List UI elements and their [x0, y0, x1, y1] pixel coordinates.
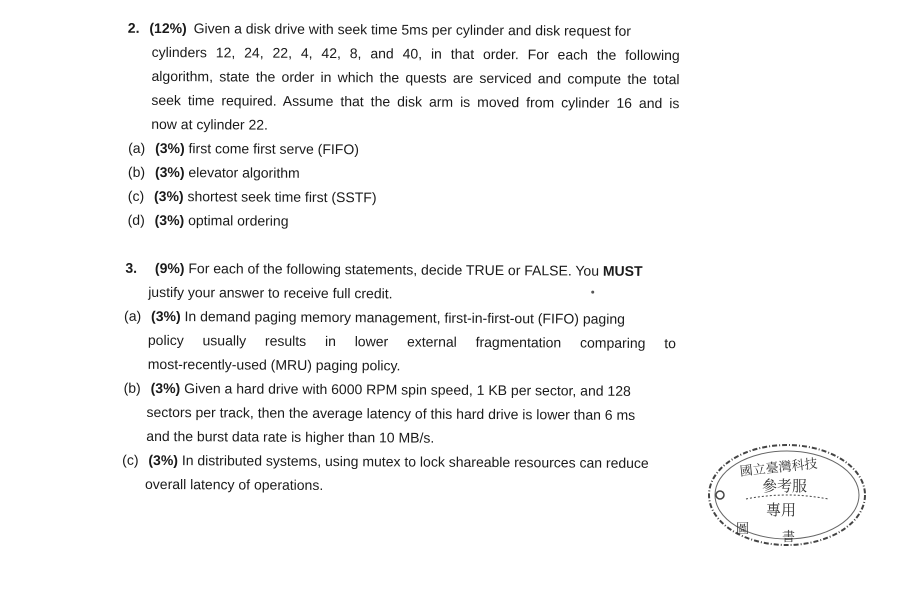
- q2-line-1: [128, 19, 680, 40]
- q2-part-c-text: shortest seek time first (SSTF): [187, 188, 377, 206]
- q2-part-b-text: elevator algorithm: [188, 164, 300, 181]
- q3-line-2: justify your answer to receive full credit.: [148, 283, 393, 302]
- stray-mark: [591, 291, 594, 294]
- q2-part-a: [128, 139, 359, 158]
- q3-part-a-line-2: policy usually results in lower external fragmentation comparing to: [147, 331, 676, 352]
- library-stamp: [706, 441, 868, 549]
- q2-part-a-label: (a): [128, 139, 146, 156]
- q3-part-b-line-3: and the burst data rate is higher than 10 MB/s.: [146, 427, 435, 446]
- stamp-mid-text: 參考服: [762, 477, 808, 495]
- q3-intro-must: MUST: [602, 262, 643, 279]
- q2-number: 2.: [127, 19, 140, 36]
- q2-part-c: [128, 187, 377, 207]
- q3-part-a-weight: (3%): [151, 307, 181, 325]
- q3-intro-1: For each of the following statements, decide TRUE or FALSE. You: [188, 260, 600, 279]
- stamp-right-text: 書: [782, 530, 796, 545]
- q2-part-d-label: (d): [127, 211, 145, 228]
- q3-number: 3.: [125, 259, 138, 276]
- stamp-graphic: [706, 441, 868, 549]
- q3-part-b-line-2: sectors per track, then the average latency of this hard drive is lower than 6 ms: [146, 403, 636, 423]
- q2-line-3: algorithm, state the order in which the quests are serviced and compute the total: [151, 67, 680, 88]
- stamp-top-text: 國立臺灣科技: [739, 456, 819, 480]
- q2-part-c-weight: (3%): [153, 187, 184, 205]
- q3-line-1: [125, 259, 642, 280]
- q3-part-c-weight: (3%): [148, 451, 179, 469]
- q2-part-d-weight: (3%): [154, 211, 185, 229]
- q2-part-d: [128, 211, 289, 230]
- stamp-left-text: 圖: [736, 522, 750, 537]
- stamp-bottom-text: 專用: [766, 501, 797, 519]
- q3-part-c-text-1: In distributed systems, using mutex to lock shareable resources can reduce: [181, 452, 649, 471]
- q2-part-b: [128, 163, 300, 182]
- q3-part-a-line-3: most-recently-used (MRU) paging policy.: [147, 355, 401, 374]
- q2-line-2: cylinders 12, 24, 22, 4, 42, 8, and 40, in that order. For each the following: [151, 43, 680, 64]
- q3-part-b-weight: (3%): [150, 379, 181, 397]
- q2-part-a-weight: (3%): [155, 139, 185, 157]
- q2-part-b-weight: (3%): [154, 163, 185, 181]
- q3-part-b-text-1: Given a hard drive with 6000 RPM spin speed, 1 KB per sector, and 128: [184, 380, 631, 399]
- q2-part-b-label: (b): [127, 163, 146, 180]
- q3-part-a-line-1: [124, 307, 676, 328]
- q3-part-b-label: (b): [123, 379, 141, 396]
- q3-part-b-line-1: [124, 379, 631, 400]
- q3-part-c-line-2: overall latency of operations.: [144, 475, 324, 493]
- q3-part-c-line-1: [122, 451, 649, 472]
- q2-line-5: now at cylinder 22.: [151, 115, 269, 133]
- q3-part-a-text-1: In demand paging memory management, first-in-first-out (FIFO) paging: [184, 308, 625, 327]
- q2-part-c-label: (c): [127, 187, 145, 204]
- q2-weight: (12%): [149, 19, 187, 37]
- q3-weight: (9%): [154, 259, 185, 277]
- q3-part-c-label: (c): [122, 451, 139, 468]
- q2-line-4: seek time required. Assume that the disk arm is moved from cylinder 16 and is: [151, 91, 680, 112]
- q2-text-1: Given a disk drive with seek time 5ms per cylinder and disk request for: [193, 20, 631, 39]
- q2-part-a-text: first come first serve (FIFO): [188, 140, 359, 158]
- q3-part-a-label: (a): [124, 307, 142, 324]
- q2-part-d-text: optimal ordering: [188, 212, 289, 229]
